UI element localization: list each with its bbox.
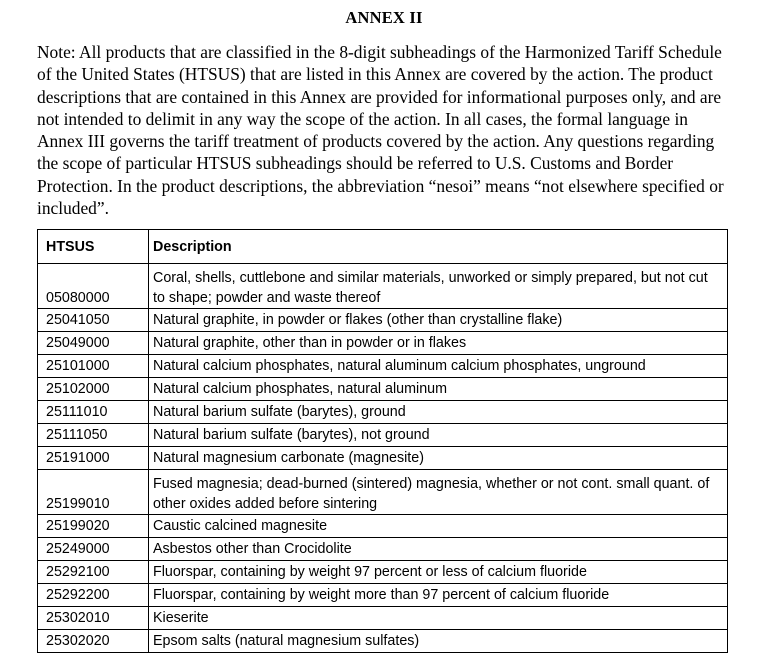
htsus-code: 25199020 [38, 515, 149, 538]
product-description: Natural calcium phosphates, natural aluminum calcium phosphates, unground [149, 355, 728, 378]
htsus-code: 25041050 [38, 309, 149, 332]
annex-title: ANNEX II [345, 8, 423, 27]
table-row [38, 378, 728, 401]
table-header-row [38, 230, 728, 264]
table-row [38, 355, 728, 378]
table-row [38, 264, 728, 309]
product-description: Kieserite [149, 607, 728, 630]
htsus-code: 25249000 [38, 538, 149, 561]
product-description: Natural barium sulfate (barytes), ground [149, 401, 728, 424]
htsus-code: 25102000 [38, 378, 149, 401]
htsus-code: 25292200 [38, 584, 149, 607]
product-description: Natural barium sulfate (barytes), not ground [149, 424, 728, 447]
header-description: Description [149, 230, 728, 264]
table-row [38, 607, 728, 630]
product-description: Fused magnesia; dead-burned (sintered) magnesia, whether or not cont. small quant. of other oxides added before sintering [149, 470, 728, 515]
table-row [38, 309, 728, 332]
product-description: Asbestos other than Crocidolite [149, 538, 728, 561]
htsus-code: 25191000 [38, 447, 149, 470]
table-row [38, 515, 728, 538]
htsus-code: 25199010 [38, 470, 149, 515]
product-description: Natural graphite, in powder or flakes (other than crystalline flake) [149, 309, 728, 332]
htsus-code: 25302020 [38, 630, 149, 653]
htsus-code: 25049000 [38, 332, 149, 355]
table-row [38, 584, 728, 607]
product-description: Caustic calcined magnesite [149, 515, 728, 538]
table-row [38, 424, 728, 447]
htsus-code: 25111010 [38, 401, 149, 424]
table-row [38, 538, 728, 561]
product-description: Natural graphite, other than in powder or in flakes [149, 332, 728, 355]
table-row [38, 470, 728, 515]
htsus-code: 25101000 [38, 355, 149, 378]
htsus-table [37, 229, 728, 653]
htsus-code: 25111050 [38, 424, 149, 447]
header-htsus: HTSUS [38, 230, 149, 264]
product-description: Fluorspar, containing by weight 97 percent or less of calcium fluoride [149, 561, 728, 584]
htsus-code: 25302010 [38, 607, 149, 630]
table-row [38, 561, 728, 584]
table-row [38, 401, 728, 424]
table-row [38, 630, 728, 653]
product-description: Natural calcium phosphates, natural aluminum [149, 378, 728, 401]
htsus-code: 25292100 [38, 561, 149, 584]
product-description: Natural magnesium carbonate (magnesite) [149, 447, 728, 470]
htsus-code: 05080000 [38, 264, 149, 309]
product-description: Epsom salts (natural magnesium sulfates) [149, 630, 728, 653]
product-description: Coral, shells, cuttlebone and similar materials, unworked or simply prepared, but not cut to shape; powder and waste thereof [149, 264, 728, 309]
table-row [38, 447, 728, 470]
table-row [38, 332, 728, 355]
product-description: Fluorspar, containing by weight more than 97 percent of calcium fluoride [149, 584, 728, 607]
annex-note: Note: All products that are classified in the 8-digit subheadings of the Harmonized Tariff Schedule of the United States (HTSUS) that are listed in this Annex are covered by the action. The product descriptions that are contained in this Annex are provided for informational purposes only, and are not intended to delimit in any way the scope of the action. In all cases, the formal language in Annex III governs the tariff treatment of products covered by the action. Any questions regarding the scope of particular HTSUS subheadings should be referred to U.S. Customs and Border Protection. In the product descriptions, the abbreviation “nesoi” means “not elsewhere specified or included”. [37, 42, 724, 219]
